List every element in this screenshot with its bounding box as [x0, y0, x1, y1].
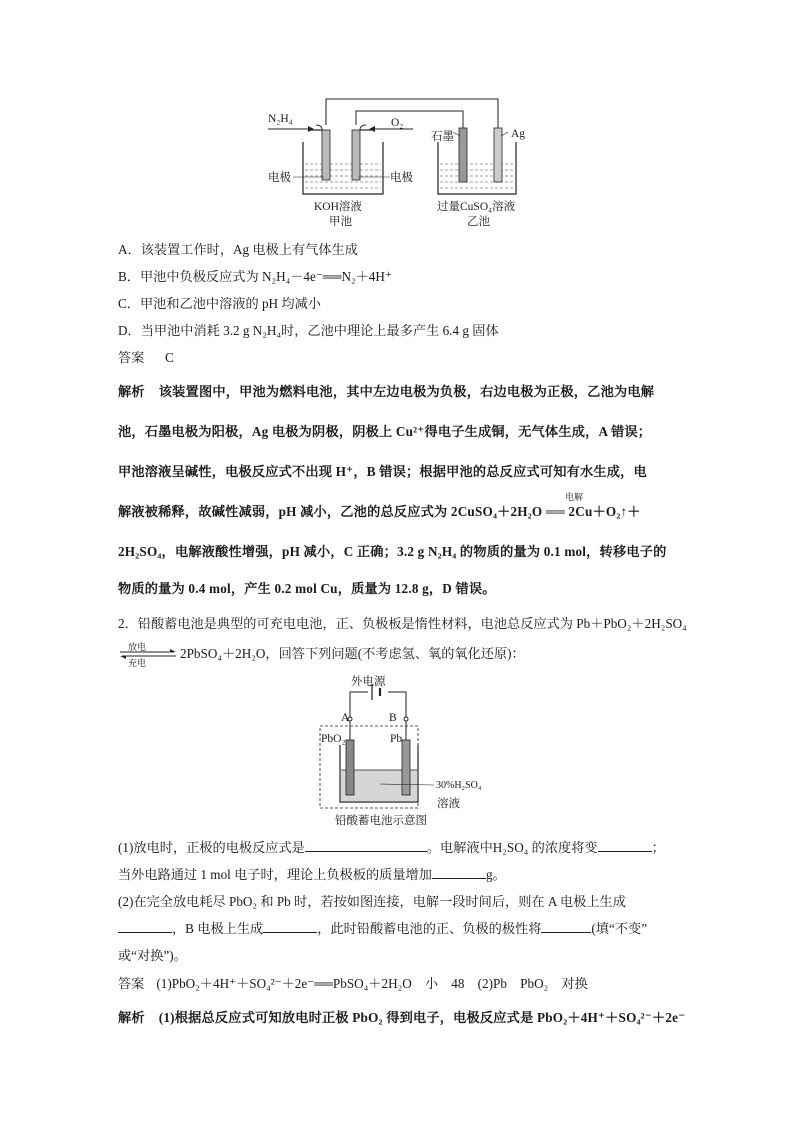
q2-sub2-line-3: 或“对换”)。 [118, 948, 187, 963]
answer-blank-1[interactable] [305, 839, 427, 852]
charge-label: 充电 [128, 658, 147, 668]
terminal-a-label: A [341, 712, 350, 724]
option-a: A．该装置工作时，Ag 电极上有气体生成 [118, 242, 358, 257]
koh-solution-label: KOH溶液 [314, 201, 362, 213]
sub1-text-b: 。电解液中H₂SO₄ 的浓度将变 [426, 840, 598, 855]
analysis-line-1 [118, 381, 654, 400]
jia-pool-label: 甲池 [329, 216, 352, 228]
q2-sub1-line-1 [118, 837, 665, 856]
reversible-arrow-icon [118, 648, 178, 660]
cuso4-solution-label: 过量CuSO₄溶液 [437, 201, 516, 213]
electrode-left-label: 电极 [268, 172, 291, 184]
answer-blank-3[interactable] [432, 866, 486, 879]
answer-row-q1 [118, 347, 174, 366]
sub1-text-e: g。 [485, 867, 506, 882]
lead-acid-battery-diagram [316, 670, 496, 830]
answer-value-q2: (1)PbO₂＋4H⁺＋SO₄²⁻＋2e⁻══PbSO₄＋2H₂O 小 48 (2)Pb PbO₂ 对换 [156, 976, 588, 991]
acid-concentration-label: 30%H₂SO₄ [436, 780, 482, 791]
answer-value: C [164, 350, 174, 365]
answer-row-q2 [118, 973, 588, 992]
answer-label: 答案 [118, 350, 145, 365]
answer-blank-5[interactable] [263, 920, 317, 933]
sub2-text-c: ，此时铅酸蓄电池的正、负极的极性将 [317, 921, 542, 936]
discharge-label: 放电 [128, 642, 147, 652]
q2-sub2-line-2 [118, 918, 647, 937]
ag-label: Ag [511, 128, 526, 140]
sub1-text-d: 当外电路通过 1 mol 电子时，理论上负极板的质量增加 [118, 867, 432, 882]
pb-electrode-label: Pb [390, 733, 403, 745]
analysis-line-6: 物质的量为 0.4 mol，产生 0.2 mol Cu，质量为 12.8 g，D 错误。 [118, 581, 496, 596]
analysis-label: 解析 [118, 384, 145, 399]
answer-label-q2: 答案 [118, 976, 145, 991]
answer-blank-4[interactable] [118, 920, 172, 933]
q2-sub1-line-2 [118, 864, 506, 883]
analysis-row-q2 [118, 1007, 685, 1026]
q2-intro-line-1: 2．铅酸蓄电池是典型的可充电电池，正、负极板是惰性材料，电池总反应式为 Pb＋PbO₂＋2H₂SO₄ [118, 616, 687, 631]
option-b: B．甲池中负极反应式为 N₂H₄－4e⁻══N₂＋4H⁺ [118, 269, 392, 284]
o2-label: O₂ [391, 117, 404, 129]
answer-blank-6[interactable] [541, 920, 591, 933]
analysis-line-2: 池，石墨电极为阳极，Ag 电极为阴极，阴极上 Cu²⁺得电子生成铜，无气体生成，A 错误； [118, 424, 652, 439]
sub1-text-a: (1)放电时，正极的电极反应式是 [118, 840, 305, 855]
q2-sub2-line-1: (2)在完全放电耗尽 PbO₂ 和 Pb 时，若按如图连接，电解一段时间后，则在 A 电极上生成 [118, 894, 626, 909]
option-d: D．当甲池中消耗 3.2 g N₂H₄时，乙池中理论上最多产生 6.4 g 固体 [118, 323, 499, 338]
graphite-label: 石墨 [431, 131, 454, 143]
sub2-text-d: (填“不变” [591, 921, 648, 936]
analysis-text-1: 该装置图中，甲池为燃料电池，其中左边电极为负极，右边电极为正极，乙池为电解 [158, 384, 655, 399]
sub1-text-c: ； [651, 840, 665, 855]
acid-solution-label: 溶液 [437, 798, 460, 810]
analysis-line-4: 解液被稀释，故碱性减弱，pH 减小，乙池的总反应式为 2CuSO₄＋2H₂O ══ 2Cu＋O₂↑＋ [118, 504, 641, 519]
electrolysis-condition-label: 电解 [565, 492, 584, 502]
yi-pool-label: 乙池 [467, 216, 490, 228]
terminal-b-label: B [389, 712, 397, 724]
analysis-label-q2: 解析 [118, 1010, 145, 1025]
electrode-right-label: 电极 [390, 172, 413, 184]
analysis-line-5: 2H₂SO₄，电解液酸性增强，pH 减小，C 正确；3.2 g N₂H₄ 的物质的量为 0.1 mol，转移电子的 [118, 544, 667, 559]
analysis-line-3: 甲池溶液呈碱性，电极反应式不出现 H⁺，B 错误；根据甲池的总反应式可知有水生成，电 [118, 464, 647, 479]
option-c: C．甲池和乙池中溶液的 pH 均减小 [118, 296, 321, 311]
battery-diagram-caption: 铅酸蓄电池示意图 [335, 815, 427, 827]
pbo2-electrode-label: PbO₂ [321, 733, 346, 745]
sub2-text-b: ，B 电极上生成 [172, 921, 264, 936]
analysis-text-q2: (1)根据总反应式可知放电时正极 PbO₂ 得到电子，电极反应式是 PbO₂＋4H⁺＋SO₄²⁻＋2e⁻ [158, 1010, 686, 1025]
answer-blank-2[interactable] [598, 839, 652, 852]
q2-intro-line-2: 2PbSO₄＋2H₂O，回答下列问题(不考虑氢、氧的氧化还原)： [180, 646, 525, 661]
power-source-label: 外电源 [351, 676, 386, 688]
n2h4-label: N₂H₄ [268, 113, 293, 125]
